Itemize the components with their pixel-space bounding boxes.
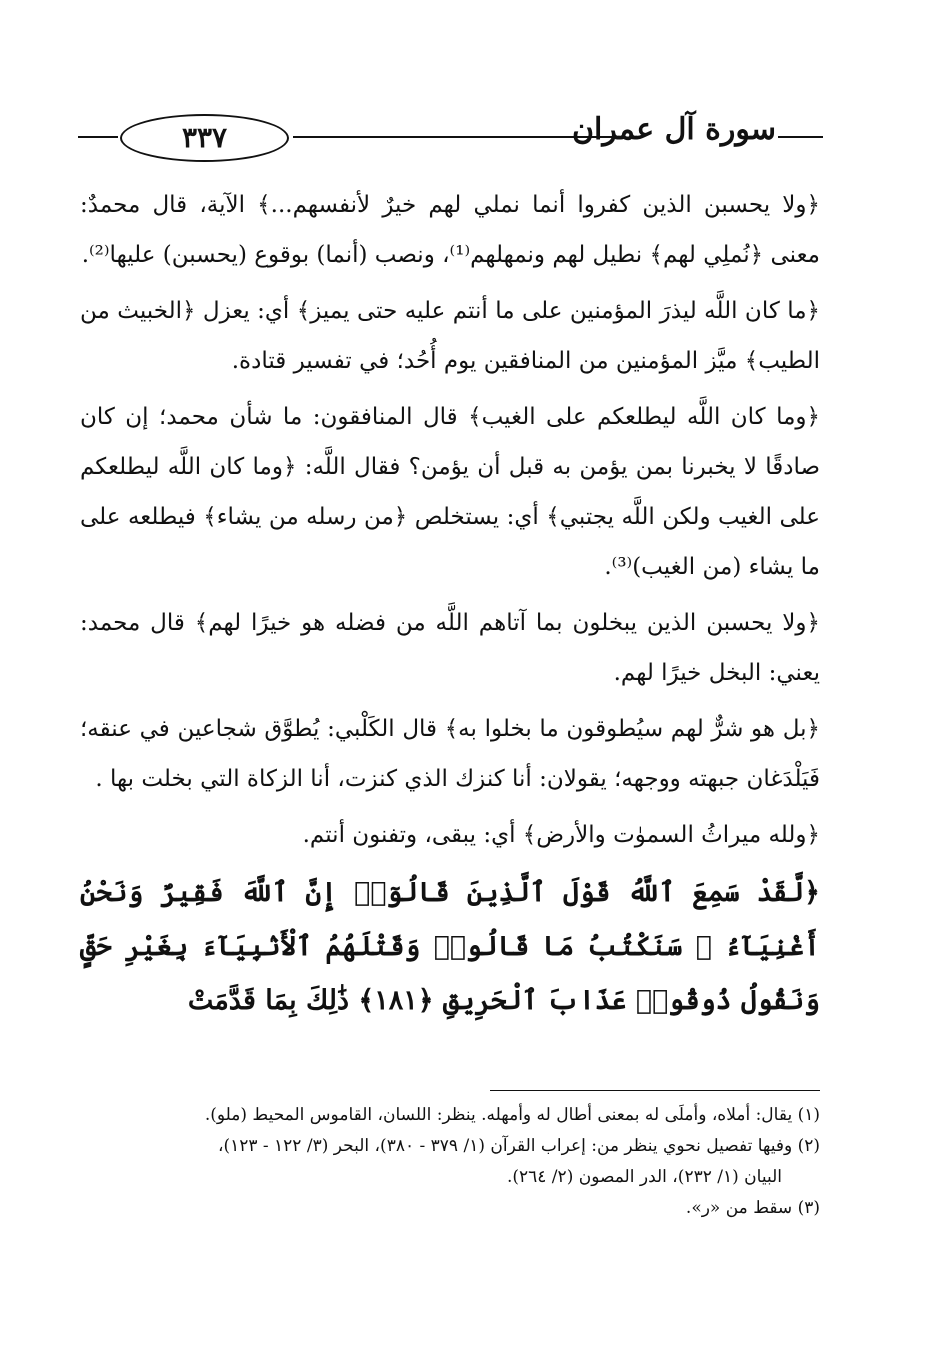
header-rule-right xyxy=(778,136,823,138)
paragraph-3: ﴿وما كان اللَّه ليطلعكم على الغيب﴾ قال المنافقون: ما شأن محمد؛ إن كان صادقًا لا يخبرنا بمن يؤمن به قبل أن يؤمن؟ فقال اللَّه: ﴿وما كان اللَّه ليطلعكم على الغيب ولكن اللَّه يجتبي﴾ أي: يستخلص ﴿من رسله من يشاء﴾ فيطلعه على ما يشاء (من الغيب)⁽³⁾. xyxy=(80,404,820,580)
surah-title: سورة آل عمران xyxy=(571,112,776,147)
footnotes xyxy=(80,1100,820,1224)
paragraph-2: ﴿ما كان اللَّه ليذرَ المؤمنين على ما أنتم عليه حتى يميز﴾ أي: يعزل ﴿الخبيث من الطيب﴾ ميَّز المؤمنين من المنافقين يوم أُحُد؛ في تفسير قتادة. xyxy=(80,298,820,374)
paragraph-5: ﴿بل هو شرٌّ لهم سيُطوقون ما بخلوا به﴾ قال الكَلْبي: يُطوَّق شجاعين في عنقه؛ فَيَلْدَغان جبهته ووجهه؛ يقولان: أنا كنزك الذي كنزت، أنا الزكاة التي بخلت بها . xyxy=(80,716,820,792)
footnote-separator xyxy=(490,1090,820,1091)
header-rule-middle xyxy=(293,136,613,138)
footnote-2-continued: البيان (١/ ٢٣٢)، الدر المصون (٢/ ٢٦٤). xyxy=(506,1167,782,1187)
footnote-2: (٢) وفيها تفصيل نحوي ينظر من: إعراب القرآن (١/ ٣٧٩ - ٣٨٠)، البحر (٣/ ١٢٢ - ١٢٣)، xyxy=(217,1136,820,1156)
header-rule-left xyxy=(78,136,118,138)
paragraph-6: ﴿ولله ميراثُ السموٰت والأرض﴾ أي: يبقى، وتفنون أنتم. xyxy=(302,822,820,848)
page-number: ٣٣٧ xyxy=(120,114,289,162)
footnote-3: (٣) سقط من «ر». xyxy=(685,1198,820,1218)
paragraph-1: ﴿ولا يحسبن الذين كفروا أنما نملي لهم خيرٌ لأنفسهم...﴾ الآية، قال محمدٌ: معنى ﴿نُملِي لهم﴾ نطيل لهم ونمهلهم⁽¹⁾، ونصب (أنما) بوقوع (يحسبن) عليها⁽²⁾. xyxy=(80,192,820,268)
quran-verse: ﴿لَّقَدْ سَمِعَ ٱللَّهُ قَوْلَ ٱلَّذِينَ قَالُوٓا۟ إِنَّ ٱللَّهَ فَقِيرٌ وَنَحْنُ أَغْنِيَآءُ ۘ سَنَكْتُبُ مَا قَالُوا۟ وَقَتْلَهُمُ ٱلْأَنۢبِيَآءَ بِغَيْرِ حَقٍّ وَنَقُولُ ذُوقُوا۟ عَذَابَ ٱلْحَرِيقِ ﴿١٨١﴾ ذَٰلِكَ بِمَا قَدَّمَتْ xyxy=(80,877,820,1016)
page-header xyxy=(78,106,823,166)
paragraph-4: ﴿ولا يحسبن الذين يبخلون بما آتاهم اللَّه من فضله هو خيرًا لهم﴾ قال محمد: يعني: البخل خيرًا لهم. xyxy=(80,610,820,686)
main-text xyxy=(80,180,820,1034)
footnote-1: (١) يقال: أملاه، وأملَى له بمعنى أطال له وأمهله. ينظر: اللسان، القاموس المحيط (ملو). xyxy=(204,1105,820,1125)
